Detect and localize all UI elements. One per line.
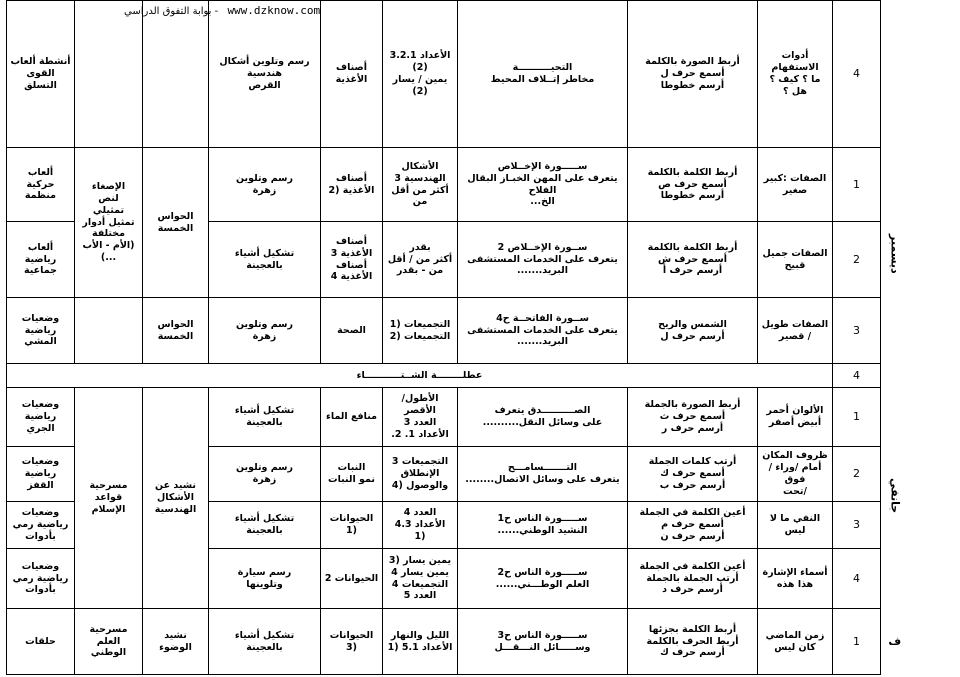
cell-reading: الشمس والريح أرسم حرف ل: [628, 298, 758, 364]
week-cell: 2: [833, 222, 881, 298]
cell-drama: [75, 1, 143, 148]
cell-drama: مسرحية العلم الوطني: [75, 609, 143, 675]
cell-reading: أربط الكلمة بالكلمة أسمع حرف ش أرسم حرف أ: [628, 222, 758, 298]
cell-science: منافع الماء: [321, 388, 383, 447]
week-cell: 3: [833, 502, 881, 549]
cell-art: رسم وتلوين زهرة: [209, 148, 321, 222]
cell-pe: ألعاب حركية منظمة: [7, 148, 75, 222]
cell-music: نشيد عن الأشكال الهندسية: [143, 388, 209, 609]
week-cell: 2: [833, 447, 881, 502]
holiday-cell: عطلــــــــة الشــتـــــــــــاء: [7, 364, 833, 388]
cell-islamic: ســـــورة الناس ح1 النشيد الوطني......: [458, 502, 628, 549]
week-cell: 1: [833, 609, 881, 675]
cell-islamic: التـــــــسامـــح يتعرف على وسائل الاتصال........: [458, 447, 628, 502]
cell-math: بقدر أكثر من / أقل من - بقدر: [383, 222, 458, 298]
week-cell: 1: [833, 148, 881, 222]
cell-art: تشكيل أشياء بالعجينة: [209, 609, 321, 675]
cell-lang: الصفات طويل / قصير: [758, 298, 833, 364]
cell-lang: أسماء الإشارة هذا هذه: [758, 549, 833, 609]
cell-art: رسم وتلوين أشكال هندسية القرص: [209, 1, 321, 148]
cell-art: تشكيل أشياء بالعجينة: [209, 388, 321, 447]
cell-reading: أربط الكلمة بالكلمة أسمع حرف ص أرسم خطوطا: [628, 148, 758, 222]
month-label: جانفي: [888, 478, 902, 514]
cell-lang: الألوان أحمر أبيض أصفر: [758, 388, 833, 447]
cell-lang: الصفات جميل قبيح: [758, 222, 833, 298]
table-row: [7, 1, 909, 148]
header-site: www.dzknow.com: [227, 4, 321, 17]
cell-lang: النفي ما لا ليس: [758, 502, 833, 549]
cell-music: [143, 1, 209, 148]
cell-math: التجميعات (1 التجميعات (2: [383, 298, 458, 364]
cell-islamic: الصــــــــــدق يتعرف على وسائل النقل..........: [458, 388, 628, 447]
month-label: ف: [888, 634, 902, 648]
header-title: بوابة التفوق الدراسي -: [124, 6, 219, 17]
table-row: [7, 609, 909, 675]
cell-art: رسم سيارة وتلوينها: [209, 549, 321, 609]
table-row: [7, 388, 909, 447]
table-row: [7, 364, 909, 388]
cell-math: الأشكال الهندسية 3 أكثر من أقل من: [383, 148, 458, 222]
cell-science: أصناف الأغذية (2: [321, 148, 383, 222]
cell-math: الأطول/الأقصر العدد 3 الأعداد 1. 2.: [383, 388, 458, 447]
lesson-plan-table: [6, 0, 909, 675]
cell-reading: أربط الصورة بالكلمة أسمع حرف ل أرسم خطوطا: [628, 1, 758, 148]
cell-science: أصناف الأغذية 3 أصناف الأغذية 4: [321, 222, 383, 298]
week-cell: 1: [833, 388, 881, 447]
cell-pe: وضعيات رياضية رمي بأدوات: [7, 549, 75, 609]
cell-science: الصحة: [321, 298, 383, 364]
cell-science: أصناف الأغذية: [321, 1, 383, 148]
cell-pe: وضعيات رياضية رمي بأدوات: [7, 502, 75, 549]
cell-pe: وضعيات رياضية الجري: [7, 388, 75, 447]
week-cell: 4: [833, 1, 881, 148]
table-row: [7, 148, 909, 222]
cell-reading: أربط الكلمة بجزئها أربط الحرف بالكلمة أرسم حرف ك: [628, 609, 758, 675]
cell-drama: مسرحية قواعد الإسلام: [75, 388, 143, 609]
cell-drama: الإصغاء لنص تمثيلي تمثيل أدوار مختلفة (الأم - الأب ...): [75, 148, 143, 298]
cell-science: الحيوانات 2: [321, 549, 383, 609]
cell-math: التجميعات 3 الإنطلاق والوصول (4: [383, 447, 458, 502]
cell-lang: ظروف المكان أمام /وراء / فوق /تحت: [758, 447, 833, 502]
cell-science: النبات نمو النبات: [321, 447, 383, 502]
cell-pe: ألعاب رياضية جماعية: [7, 222, 75, 298]
cell-lang: الصفات :كبير صغير: [758, 148, 833, 222]
cell-pe: أنشطة ألعاب القوى التسلق: [7, 1, 75, 148]
cell-islamic: ســورة الإخــلاص 2 يتعرف على الخدمات المستشفى البريد.......: [458, 222, 628, 298]
cell-math: يمين يسار (3 يمين يسار 4 التجميعات 4 العدد 5: [383, 549, 458, 609]
week-cell: 3: [833, 298, 881, 364]
cell-pe: وضعيات رياضية القفز: [7, 447, 75, 502]
cell-islamic: التحيــــــــــة مخاطر إتــلاف المحيط: [458, 1, 628, 148]
cell-islamic: ســـــورة الإخــلاص يتعرف على المهن الخبـاز البقال الفلاح الخ...: [458, 148, 628, 222]
cell-lang: أدوات الاستفهام ما ؟ كيف ؟ هل ؟: [758, 1, 833, 148]
cell-islamic: ســورة الفاتحــة ح4 يتعرف على الخدمات المستشفى البريد.......: [458, 298, 628, 364]
cell-math: الأعداد 3.2.1 (2) يمين / يسار (2): [383, 1, 458, 148]
table-row: [7, 298, 909, 364]
cell-art: رسم وتلوين زهرة: [209, 447, 321, 502]
cell-science: الحيوانات (3: [321, 609, 383, 675]
cell-art: تشكيل أشياء بالعجينة: [209, 222, 321, 298]
cell-pe: وضعيات رياضية المشي: [7, 298, 75, 364]
cell-art: رسم وتلوين زهرة: [209, 298, 321, 364]
cell-islamic: ســـــورة الناس ح3 وســـــائل النـــقـــل: [458, 609, 628, 675]
month-label: ديسمبر: [888, 233, 902, 274]
cell-math: العدد 4 الأعداد 4.3 (1: [383, 502, 458, 549]
cell-music: الحواس الخمسة: [143, 298, 209, 364]
cell-reading: أعين الكلمة في الجملة أسمع حرف م أرسم حرف ن: [628, 502, 758, 549]
cell-reading: أرتب كلمات الجملة أسمع حرف ك أرسم حرف ب: [628, 447, 758, 502]
cell-islamic: ســـــورة الناس ح2 العلم الوطـــني......: [458, 549, 628, 609]
cell-reading: أربط الصورة بالجملة أسمع حرف ث أرسم حرف ر: [628, 388, 758, 447]
cell-music: الحواس الخمسة: [143, 148, 209, 298]
cell-drama: [75, 298, 143, 364]
cell-reading: أعين الكلمة في الجملة أرتب الجملة بالجملة أرسم حرف د: [628, 549, 758, 609]
week-cell: 4: [833, 364, 881, 388]
cell-lang: زمن الماضي كان ليس: [758, 609, 833, 675]
cell-math: الليل والنهار الأعداد 5.1 (1: [383, 609, 458, 675]
cell-art: تشكيل أشياء بالعجينة: [209, 502, 321, 549]
week-cell: 4: [833, 549, 881, 609]
cell-music: نشيد الوضوء: [143, 609, 209, 675]
cell-science: الحيوانات (1: [321, 502, 383, 549]
cell-pe: حلقات: [7, 609, 75, 675]
